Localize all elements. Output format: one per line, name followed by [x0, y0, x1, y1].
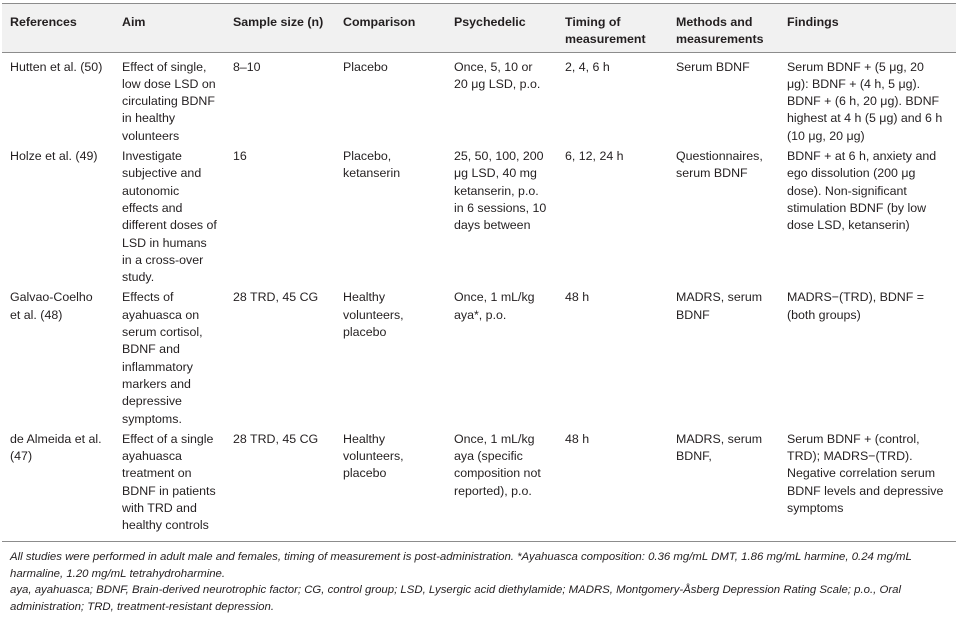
cell-findings: Serum BDNF + (5 μg, 20 μg): BDNF + (4 h, 5 μg). BDNF + (6 h, 20 μg). BDNF highest at 4 h (5 μg) and 6 h (10 μg, 20 μg) [787, 59, 943, 143]
cell-psychedelic: 25, 50, 100, 200 μg LSD, 40 mg ketanserin, p.o. in 6 sessions, 10 days between [454, 149, 547, 233]
cell-timing: 6, 12, 24 h [565, 149, 624, 164]
studies-table [2, 3, 956, 542]
cell-timing: 48 h [565, 290, 590, 305]
cell-methods: MADRS, serum BDNF, [668, 429, 779, 541]
footnote-abbreviations: aya, ayahuasca; BDNF, Brain-derived neurotrophic factor; CG, control group; LSD, Lysergic acid diethylamide; MADRS, Montgomery-Åsberg Depression Rating Scale; p.o., Oral administration; TRD, treatment-resistant depression. [10, 584, 901, 613]
cell-comparison: Placebo, ketanserin [343, 149, 401, 181]
cell-methods: Questionnaires, serum BDNF [676, 149, 763, 181]
cell-reference: de Almeida et al. (47) [2, 429, 114, 541]
table-row [2, 429, 956, 541]
citation-link[interactable]: 50 [84, 59, 99, 74]
cell-methods: Serum BDNF [676, 59, 750, 74]
cell-comparison: Healthy volunteers, placebo [335, 429, 446, 541]
header-comparison: Comparison [335, 4, 446, 53]
citation-link[interactable]: 48 [44, 307, 59, 322]
header-sample-size: Sample size (n) [225, 4, 335, 53]
cell-sample-size: 16 [233, 149, 247, 164]
cell-comparison: Placebo [343, 59, 388, 74]
header-timing: Timing of measurement [557, 4, 668, 53]
footnote-general: All studies were performed in adult male and females, timing of measurement is post-administration. *Ayahuasca composition: 0.36 mg/mL DMT, 1.86 mg/mL harmine, 0.24 mg/mL harmaline, 1.20 mg/mL tetrahydroharmine. [10, 551, 912, 580]
citation-link[interactable]: 47 [14, 449, 28, 464]
cell-reference: Hutten et al. (50) [10, 59, 103, 74]
cell-aim: Investigate subjective and autonomic effects and different doses of LSD in humans in a cross-over study. [122, 149, 217, 285]
cell-findings: MADRS−(TRD), BDNF = (both groups) [787, 290, 924, 322]
header-references: References [2, 4, 114, 53]
table-footnotes [10, 549, 950, 615]
header-psychedelic: Psychedelic [446, 4, 557, 53]
cell-findings: BDNF + at 6 h, anxiety and ego dissolution (200 μg dose). Non-significant stimulation BDNF (by low dose LSD, ketanserin) [787, 149, 937, 233]
cell-comparison: Healthy volunteers, placebo [343, 290, 404, 340]
citation-link[interactable]: 49 [79, 149, 94, 164]
cell-sample-size: 8–10 [233, 59, 261, 74]
cell-psychedelic: Once, 1 mL/kg aya*, p.o. [454, 290, 535, 322]
table-row [2, 52, 956, 146]
cell-aim: Effect of a single ayahuasca treatment on BDNF in patients with TRD and healthy controls [114, 429, 225, 541]
cell-findings: Serum BDNF + (control, TRD); MADRS−(TRD). Negative correlation serum BDNF levels and depressive symptoms [779, 429, 956, 541]
cell-methods: MADRS, serum BDNF [676, 290, 763, 322]
cell-aim: Effect of single, low dose LSD on circulating BDNF in healthy volunteers [122, 59, 216, 143]
table-row [2, 287, 956, 428]
cell-psychedelic: Once, 5, 10 or 20 μg LSD, p.o. [454, 59, 541, 91]
cell-sample-size: 28 TRD, 45 CG [225, 429, 335, 541]
cell-reference: Holze et al. (49) [10, 149, 98, 164]
cell-timing: 2, 4, 6 h [565, 59, 610, 74]
cell-sample-size: 28 TRD, 45 CG [233, 290, 319, 305]
table-header-row [2, 4, 956, 53]
table-row [2, 146, 956, 287]
header-findings: Findings [779, 4, 956, 53]
header-methods: Methods and measurements [668, 4, 779, 53]
cell-reference: Galvao-Coelho et al. (48) [10, 290, 93, 322]
header-aim: Aim [114, 4, 225, 53]
cell-aim: Effects of ayahuasca on serum cortisol, BDNF and inflammatory markers and depressive symptoms. [122, 290, 203, 426]
cell-timing: 48 h [557, 429, 668, 541]
cell-psychedelic: Once, 1 mL/kg aya (specific composition not reported), p.o. [446, 429, 557, 541]
